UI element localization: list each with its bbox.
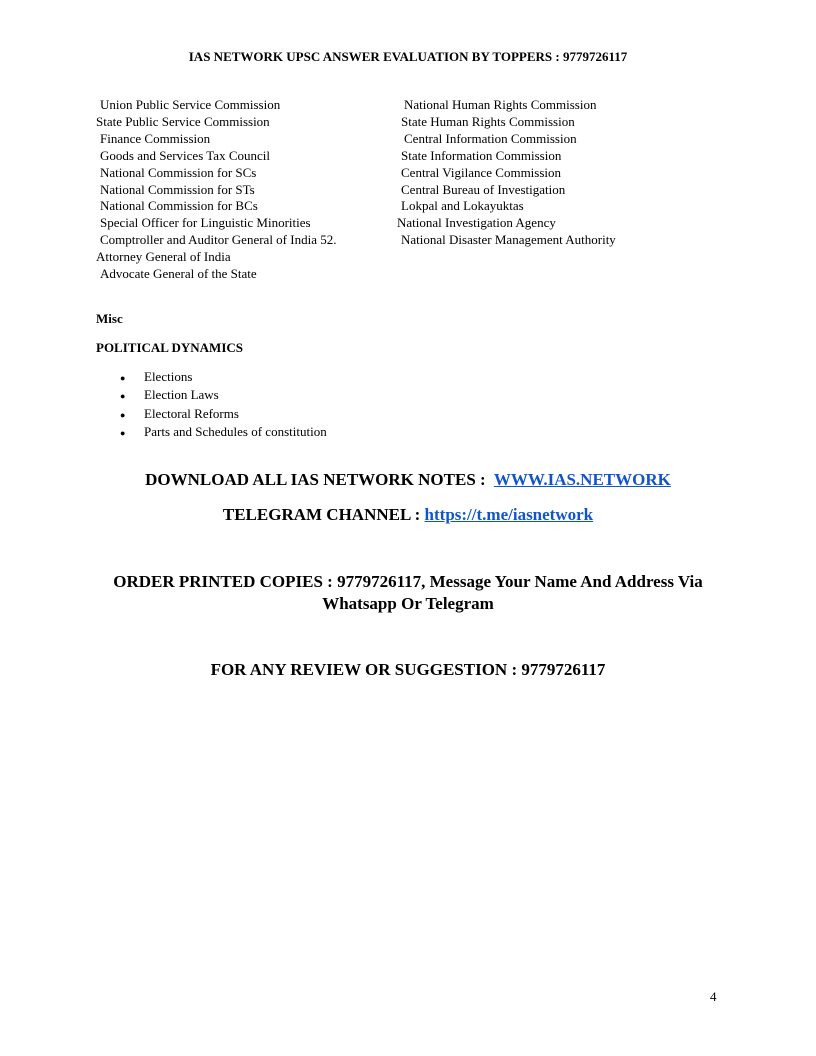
- list-item: National Commission for STs: [100, 181, 255, 197]
- list-item: Lokpal and Lokayuktas: [401, 198, 524, 214]
- list-item: Finance Commission: [100, 130, 211, 146]
- bullet-text: Parts and Schedules of constitution: [144, 423, 327, 439]
- list-item: National Human Rights Commission: [404, 97, 597, 112]
- list-item: Union Public Service Commission: [100, 97, 281, 112]
- bullet-icon: ●: [120, 373, 126, 383]
- bullet-item: [120, 406, 239, 422]
- list-item: National Disaster Management Authority: [401, 232, 616, 248]
- bullet-text: Election Laws: [144, 387, 219, 403]
- list-item: National Investigation Agency: [397, 215, 556, 231]
- list-item: State Human Rights Commission: [401, 113, 575, 129]
- list-item: Central Bureau of Investigation: [401, 181, 566, 197]
- bullet-icon: ●: [120, 427, 126, 438]
- list-item: State Public Service Commission: [96, 113, 270, 129]
- bullet-text: Elections: [144, 369, 193, 384]
- page-header: IAS NETWORK UPSC ANSWER EVALUATION BY TOPPERS : 9779726117: [188, 49, 628, 64]
- list-item: State Information Commission: [401, 147, 562, 163]
- list-item: Attorney General of India: [96, 249, 231, 265]
- telegram-link[interactable]: https://t.me/iasnetwork: [424, 505, 594, 524]
- list-item: Central Vigilance Commission: [401, 164, 562, 180]
- list-item: Comptroller and Auditor General of India 52.: [100, 232, 337, 248]
- list-item: National Commission for SCs: [100, 164, 257, 180]
- bullet-icon: ●: [120, 391, 126, 402]
- list-item: Central Information Commission: [404, 130, 577, 146]
- bullet-item: [120, 387, 219, 403]
- bullet-item: [120, 424, 327, 440]
- download-link[interactable]: WWW.IAS.NETWORK: [493, 470, 671, 489]
- telegram-label: TELEGRAM CHANNEL :: [222, 505, 421, 524]
- download-label: DOWNLOAD ALL IAS NETWORK NOTES :: [145, 470, 486, 489]
- list-item: Advocate General of the State: [100, 266, 257, 281]
- bullet-item: [120, 369, 192, 385]
- order-line-1: ORDER PRINTED COPIES : 9779726117, Message Your Name And Address Via: [113, 572, 703, 591]
- review-line: FOR ANY REVIEW OR SUGGESTION : 9779726117: [210, 660, 606, 679]
- section-heading: POLITICAL DYNAMICS: [96, 340, 243, 355]
- page-number: 4: [710, 989, 717, 1004]
- download-line: [0, 470, 816, 490]
- list-item: Goods and Services Tax Council: [100, 147, 270, 163]
- bullet-text: Electoral Reforms: [144, 405, 239, 421]
- list-item: National Commission for BCs: [100, 198, 258, 214]
- bullet-icon: ●: [120, 409, 126, 420]
- list-item: Special Officer for Linguistic Minorities: [100, 215, 311, 231]
- misc-heading: Misc: [96, 311, 123, 326]
- telegram-line: [0, 505, 816, 525]
- order-line-2: Whatsapp Or Telegram: [322, 594, 494, 613]
